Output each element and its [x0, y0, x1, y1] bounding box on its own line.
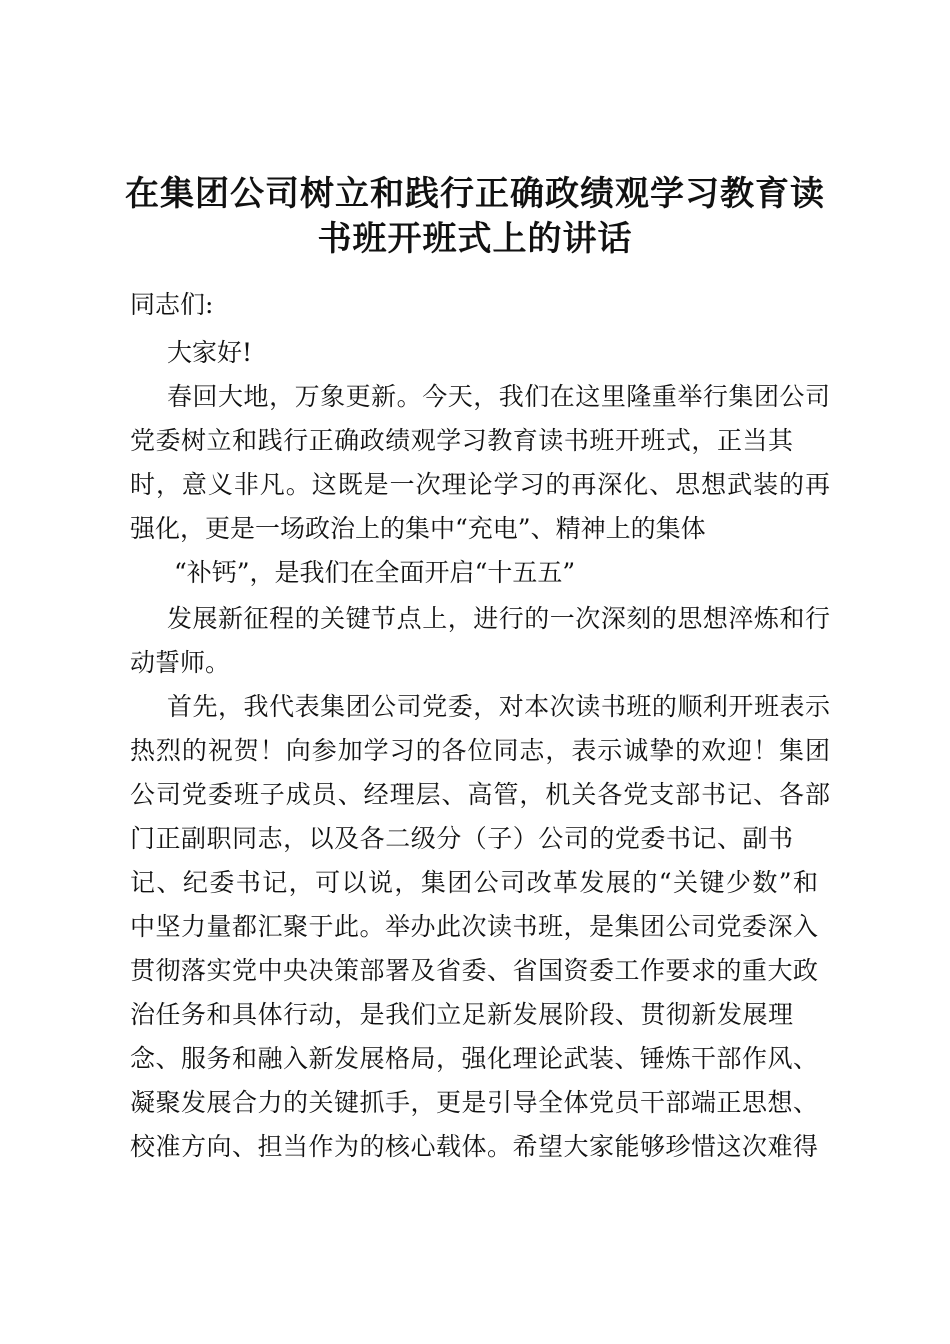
document-title-line-1: 在集团公司树立和践行正确政绩观学习教育读 — [125, 174, 825, 214]
paragraph-line: 记、纪委书记，可以说，集团公司改革发展的“关键少数”和 — [130, 868, 818, 897]
greeting: 大家好! — [167, 338, 253, 367]
paragraph-line: 热烈的祝贺！向参加学习的各位同志，表示诚挚的欢迎！集团 — [130, 736, 830, 765]
paragraph-line: 念、服务和融入新发展格局，强化理论武装、锤炼干部作风、 — [130, 1044, 818, 1073]
paragraph-line: 春回大地，万象更新。今天，我们在这里隆重举行集团公司 — [167, 382, 830, 411]
document-title-line-2: 书班开班式上的讲话 — [317, 219, 633, 259]
paragraph-line: 强化，更是一场政治上的集中“充电”、精神上的集体 — [130, 514, 706, 543]
paragraph-line: “补钙”，是我们在全面开启“十五五” — [174, 558, 576, 587]
paragraph-line: 凝聚发展合力的关键抓手，更是引导全体党员干部端正思想、 — [130, 1088, 818, 1117]
paragraph-line: 治任务和具体行动，是我们立足新发展阶段、贯彻新发展理 — [130, 1000, 793, 1029]
paragraph-line: 贯彻落实党中央决策部署及省委、省国资委工作要求的重大政 — [130, 956, 818, 985]
paragraph-line: 发展新征程的关键节点上，进行的一次深刻的思想淬炼和行 — [167, 604, 830, 633]
paragraph-line: 时，意义非凡。这既是一次理论学习的再深化、思想武装的再 — [130, 470, 830, 499]
paragraph-line: 首先，我代表集团公司党委，对本次读书班的顺利开班表示 — [167, 692, 830, 721]
paragraph-line: 校准方向、担当作为的核心载体。希望大家能够珍惜这次难得 — [130, 1132, 818, 1161]
paragraph-line: 中坚力量都汇聚于此。举办此次读书班，是集团公司党委深入 — [130, 912, 818, 941]
paragraph-line: 门正副职同志，以及各二级分（子）公司的党委书记、副书 — [130, 824, 793, 853]
paragraph-line: 公司党委班子成员、经理层、高管，机关各党支部书记、各部 — [130, 780, 830, 809]
paragraph-line: 党委树立和践行正确政绩观学习教育读书班开班式，正当其 — [130, 426, 793, 455]
paragraph-line: 动誓师。 — [130, 648, 231, 677]
salutation: 同志们: — [130, 290, 214, 319]
